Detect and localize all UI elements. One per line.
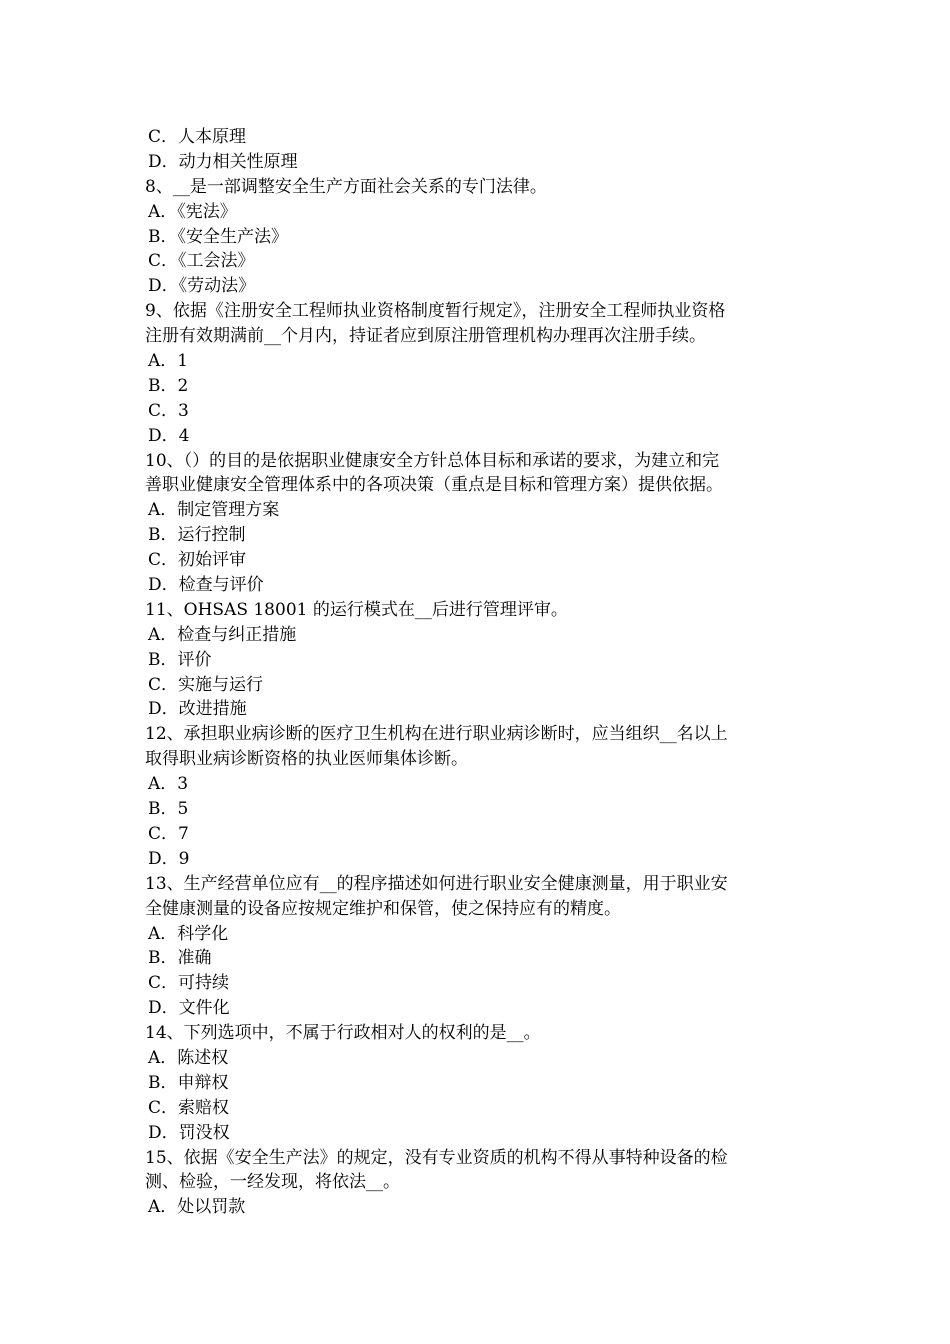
answer-option: A．科学化 [148,923,229,944]
question-text: 全健康测量的设备应按规定维护和保管，使之保持应有的精度。 [145,898,621,919]
answer-option: A．陈述权 [148,1047,229,1068]
answer-option: A．制定管理方案 [148,500,280,521]
answer-option: D．改进措施 [148,699,247,720]
answer-option: B．5 [148,799,189,820]
question-text: 注册有效期满前__个月内，持证者应到原注册管理机构办理再次注册手续。 [145,326,706,347]
answer-option: D．罚没权 [148,1122,230,1143]
document-body [145,125,815,1220]
answer-option: B．准确 [148,948,212,969]
answer-option: B．申辩权 [148,1072,229,1093]
answer-option: D．4 [148,425,190,446]
answer-option: B．评价 [148,649,212,670]
answer-option: D．动力相关性原理 [148,151,298,172]
question-text: 取得职业病诊断资格的执业医师集体诊断。 [145,749,468,770]
question-text: 14、下列选项中，不属于行政相对人的权利的是__。 [145,1023,541,1044]
question-text: 11、OHSAS 18001 的运行模式在__后进行管理评审。 [145,599,568,620]
answer-option: B．2 [148,375,189,396]
question-text: 9、依据《注册安全工程师执业资格制度暂行规定》，注册安全工程师执业资格 [145,301,726,322]
answer-option: C．《工会法》 [148,251,255,272]
question-text: 10、（）的目的是依据职业健康安全方针总体目标和承诺的要求，为建立和完 [145,450,720,471]
answer-option: C．实施与运行 [148,674,264,695]
answer-option: C．可持续 [148,973,230,994]
answer-option: C．初始评审 [148,550,247,571]
answer-option: C．7 [148,823,189,844]
answer-option: A．检查与纠正措施 [148,624,297,645]
answer-option: A．1 [148,351,189,372]
question-text: 12、承担职业病诊断的医疗卫生机构在进行职业病诊断时，应当组织__名以上 [145,724,728,745]
answer-option: B．运行控制 [148,525,246,546]
answer-option: C．人本原理 [148,127,247,147]
question-text: 测、检验，一经发现，将依法__。 [145,1172,400,1193]
answer-option: D．文件化 [148,998,230,1019]
answer-option: A．《宪法》 [148,201,237,222]
answer-option: C．3 [148,400,189,421]
answer-option: A．3 [148,774,189,795]
answer-option: A．处以罚款 [148,1197,246,1218]
answer-option: B．《安全生产法》 [148,226,288,247]
question-text: 15、依据《安全生产法》的规定，没有专业资质的机构不得从事特种设备的检 [145,1147,728,1168]
answer-option: D．《劳动法》 [148,276,256,297]
question-text: 善职业健康安全管理体系中的各项决策（重点是目标和管理方案）提供依据。 [145,475,723,496]
answer-option: D．检查与评价 [148,575,264,596]
answer-option: C．索赔权 [148,1097,230,1118]
answer-option: D．9 [148,848,190,869]
question-text: 13、生产经营单位应有__的程序描述如何进行职业安全健康测量，用于职业安 [145,873,728,894]
question-text: 8、__是一部调整安全生产方面社会关系的专门法律。 [145,176,547,197]
